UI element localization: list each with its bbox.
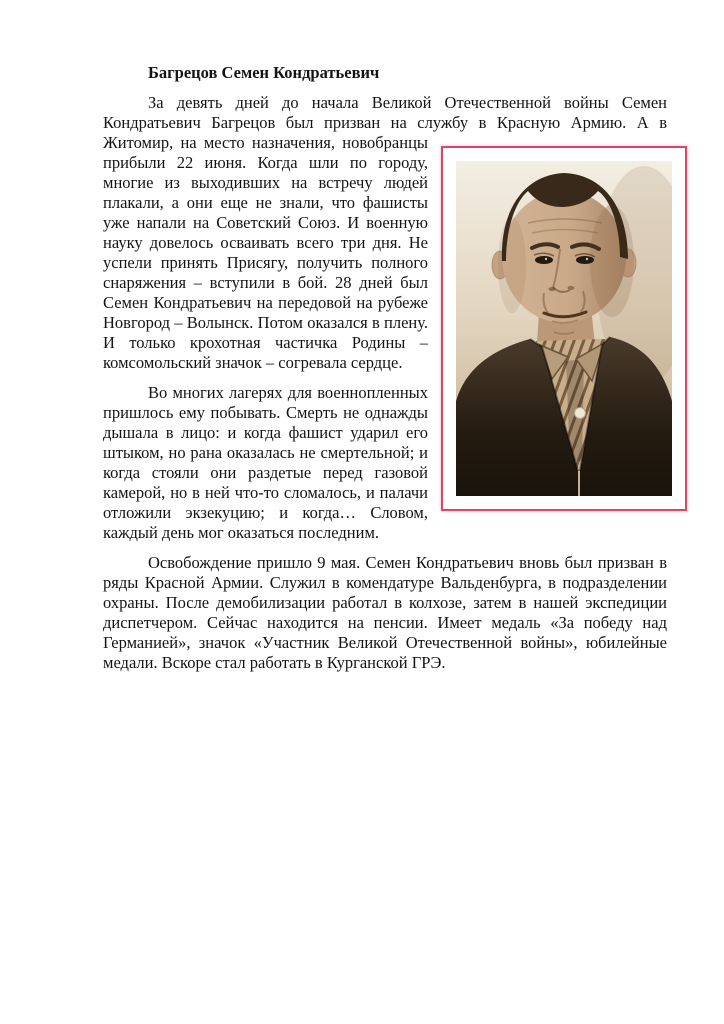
paragraph-3: Освобождение пришло 9 мая. Семен Кондратьевич вновь был призван в ряды Красной Армии. Служил в комендатуре Вальденбурга, в подразделении охраны. После демобилизации работал в колхозе, затем в нашей экспедиции диспетчером. Сейчас находится на пенсии. Имеет медаль «За победу над Германией», значок «Участник Великой Отечественной войны», юбилейные медали. Вскоре стал работать в Курганской ГРЭ. <box>103 553 667 672</box>
paragraph-2: Во многих лагерях для военнопленных пришлось ему побывать. Смерть не однажды дышала в лицо: и когда фашист ударил его штыком, но рана оказалась не смертельной; и когда стояли они раздетые перед газовой камерой, но в ней что-то сломалось, и палачи отложили экзекуцию; и когда… Словом, каждый день мог оказаться последним. <box>103 383 428 542</box>
portrait-photo-frame <box>441 146 687 511</box>
paragraph-1-lead: За девять дней до начала Великой Отечественной войны Семен Кондратьевич Багрецов был призван на службу в Красную Армию. А в <box>103 93 667 132</box>
shirt-button <box>575 408 586 419</box>
paragraph-1-rest: Житомир, на место назначения, новобранцы прибыли 22 июня. Когда шли по городу, многие из выходивших на встречу людей плакали, а они еще не знали, что фашисты уже напали на Советский Союз. И военную науку довелось осваивать всего три дня. Не успели принять Присягу, получить полного снаряжения – вступили в бой. 28 дней был Семен Кондратьевич на передовой на рубеже Новгород – Волынск. Потом оказался в плену. И только крохотная частичка Родины – комсомольский значок – согревала сердце. <box>103 133 428 372</box>
portrait-photo <box>456 161 672 496</box>
paragraph-1 <box>103 93 667 373</box>
page-title: Багрецов Семен Кондратьевич <box>148 63 380 82</box>
